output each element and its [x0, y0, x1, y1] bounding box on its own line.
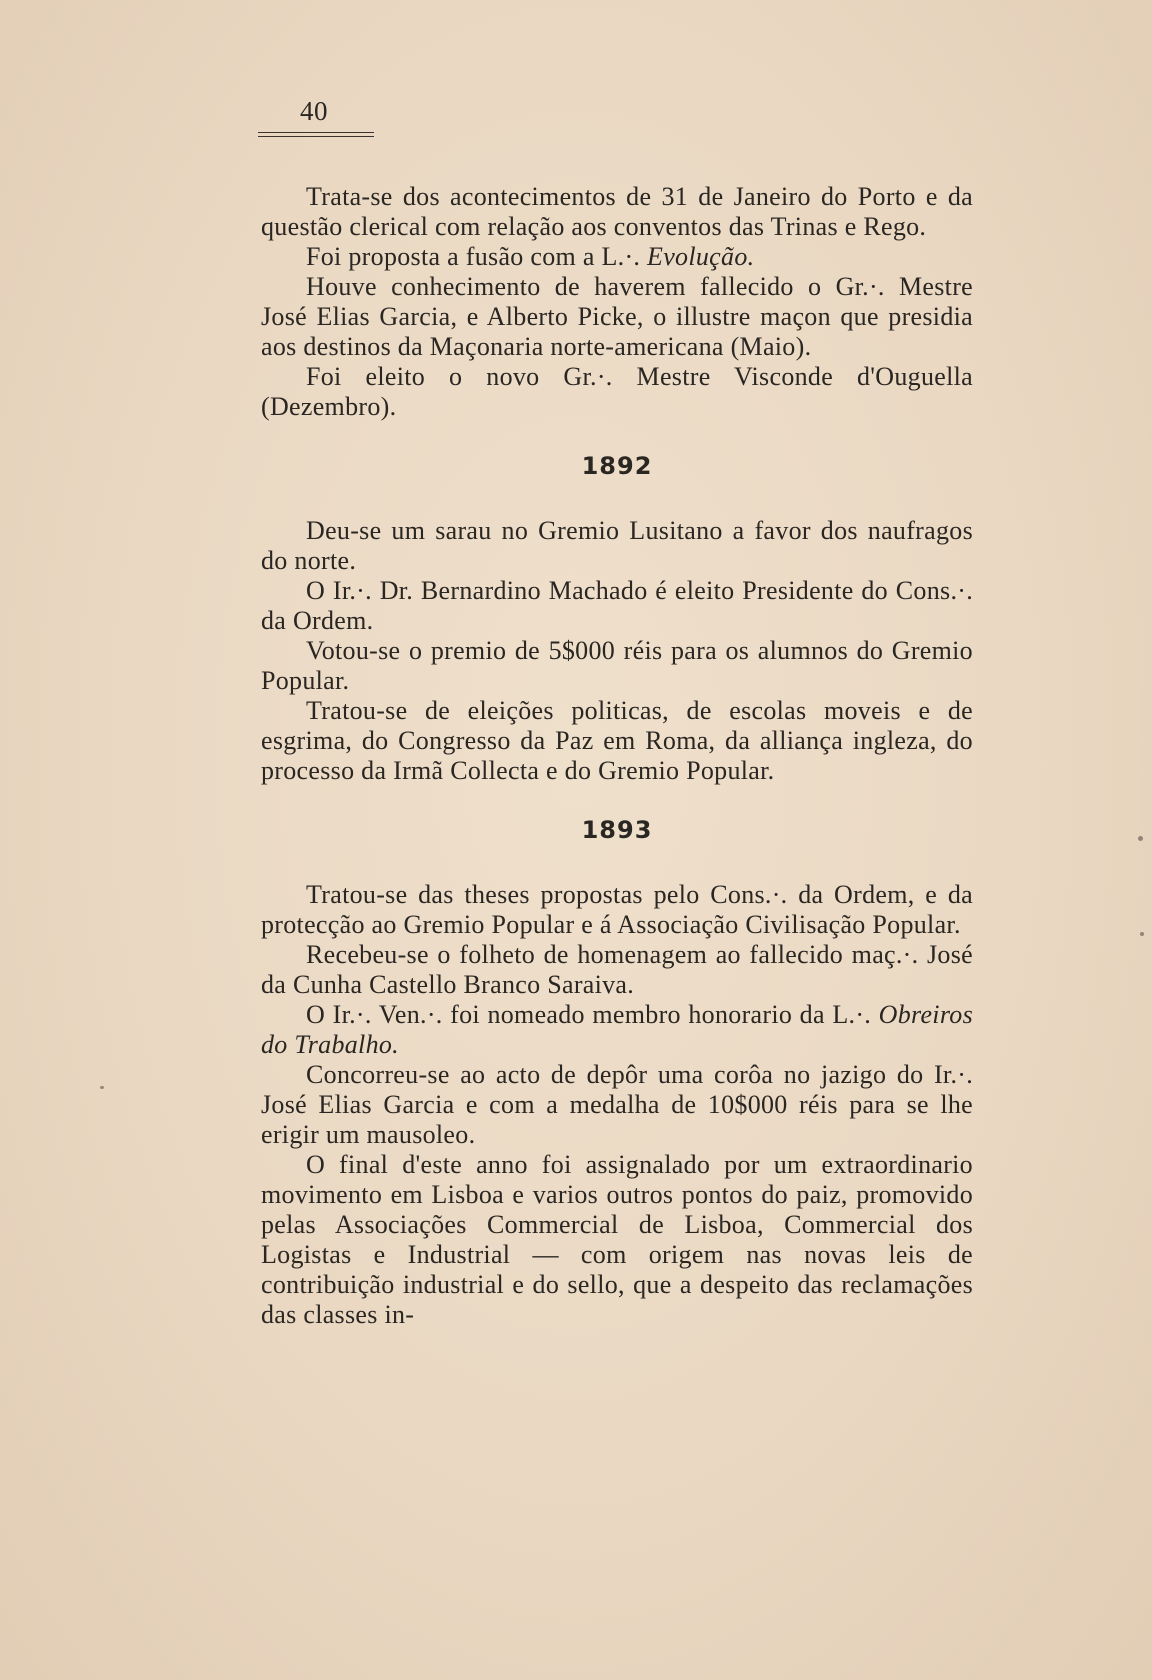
header-rule-top [258, 132, 374, 133]
year-heading-1893: 1893 [581, 816, 653, 844]
header-rule-bottom [258, 136, 374, 137]
paragraph: Tratou-se das theses propostas pelo Cons.·. da Ordem, e da protecção ao Gremio Popular e á Associação Civilisação Popular. [261, 880, 973, 939]
paragraph: Houve conhecimento de haverem fallecido o Gr.·. Mestre José Elias Garcia, e Alberto Picke, o illustre maçon que presidia aos destinos da Maçonaria norte-americana (Maio). [261, 272, 973, 361]
paragraph [261, 1000, 973, 1060]
lodge-name-italic: Evolução. [647, 242, 755, 271]
paragraph-text: O Ir.·. Ven.·. foi nomeado membro honorario da L.·. [306, 1000, 879, 1029]
paragraph: Tratou-se de eleições politicas, de escolas moveis e de esgrima, do Congresso da Paz em Roma, da alliança ingleza, do processo da Irmã Collecta e do Gremio Popular. [261, 696, 973, 785]
paragraph: Concorreu-se ao acto de depôr uma corôa no jazigo do Ir.·. José Elias Garcia e com a medalha de 10$000 réis para se lhe erigir um mausoleo. [261, 1060, 973, 1149]
paragraph: Deu-se um sarau no Gremio Lusitano a favor dos naufragos do norte. [261, 516, 973, 575]
page-number: 40 [300, 96, 328, 126]
paragraph: Trata-se dos acontecimentos de 31 de Janeiro do Porto e da questão clerical com relação aos conventos das Trinas e Rego. [261, 182, 973, 241]
paragraph: Foi eleito o novo Gr.·. Mestre Visconde d'Ouguella (Dezembro). [261, 362, 973, 421]
lodge-name-italic: Obreiros do Trabalho. [261, 1000, 973, 1059]
body-text [261, 182, 973, 1330]
paragraph: O Ir.·. Dr. Bernardino Machado é eleito Presidente do Cons.·. da Ordem. [261, 576, 973, 635]
year-heading-1892: 1892 [581, 452, 653, 480]
paper-speck [1138, 836, 1143, 841]
paper-speck [100, 1086, 104, 1089]
paragraph: Recebeu-se o folheto de homenagem ao fallecido maç.·. José da Cunha Castello Branco Saraiva. [261, 940, 973, 999]
paragraph: Votou-se o premio de 5$000 réis para os alumnos do Gremio Popular. [261, 636, 973, 695]
paragraph: O final d'este anno foi assignalado por um extraordinario movimento em Lisboa e varios outros pontos do paiz, promovido pelas Associações Commercial de Lisboa, Commercial dos Logistas e Industrial — com origem nas novas leis de contribuição industrial e do sello, que a despeito das reclamações das classes in- [261, 1150, 973, 1329]
paragraph [261, 242, 973, 272]
paragraph-text: Foi proposta a fusão com a L.·. [306, 242, 648, 271]
paper-speck [1140, 932, 1144, 936]
